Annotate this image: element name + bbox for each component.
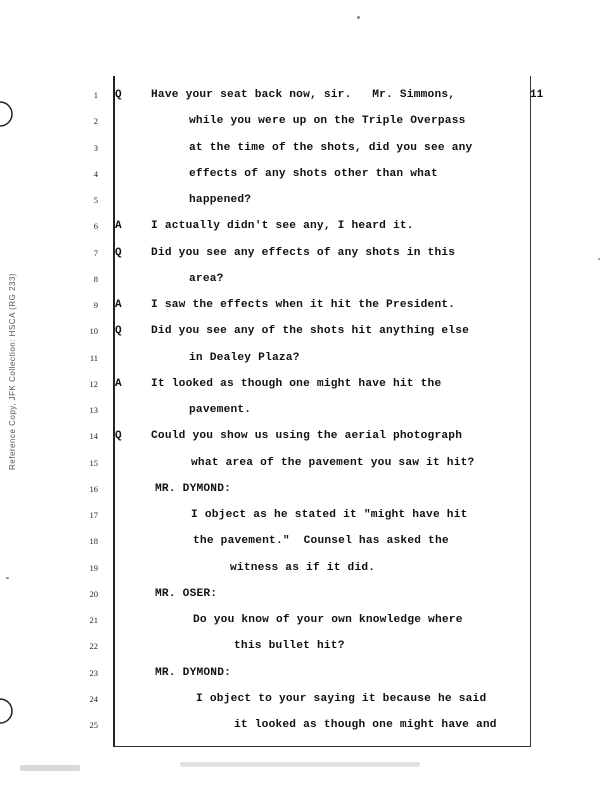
side-stamp: Reference Copy, JFK Collection: HSCA (RG 233) xyxy=(8,272,17,470)
transcript-line-text: while you were up on the Triple Overpass xyxy=(189,115,466,128)
scan-speck xyxy=(20,765,80,771)
transcript-line-text: Could you show us using the aerial photograph xyxy=(151,430,463,443)
speaker-marker: Q xyxy=(115,246,122,259)
line-number: 22 xyxy=(89,641,98,652)
transcript-line-text: Do you know of your own knowledge where xyxy=(193,614,463,626)
transcript-line-text: MR. DYMOND: xyxy=(155,666,232,679)
scan-speck xyxy=(6,577,9,579)
speaker-marker: A xyxy=(115,299,122,311)
line-number: 21 xyxy=(89,615,98,625)
transcript-line-text: happened? xyxy=(189,194,252,206)
transcript-line-text: pavement. xyxy=(189,404,252,416)
punch-hole-bottom xyxy=(0,697,14,725)
line-number: 16 xyxy=(89,483,98,494)
line-number: 23 xyxy=(89,667,98,678)
line-number: 8 xyxy=(93,273,98,284)
transcript-line-text: MR. DYMOND: xyxy=(155,482,232,495)
line-number: 4 xyxy=(93,168,98,179)
transcript-line-text: MR. OSER: xyxy=(155,587,218,600)
transcript-line-text: I object as he stated it "might have hit xyxy=(191,509,468,521)
transcript-line-text: effects of any shots other than what xyxy=(189,167,438,180)
line-number: 17 xyxy=(89,510,98,520)
punch-hole-top xyxy=(0,100,14,128)
line-number: 15 xyxy=(89,457,98,468)
line-number: 20 xyxy=(89,588,98,599)
page-number: 11 xyxy=(530,89,544,101)
transcript-line-text: it looked as though one might have and xyxy=(234,719,497,731)
line-number: 18 xyxy=(89,536,98,547)
scan-speck xyxy=(180,762,420,767)
line-number: 14 xyxy=(89,431,98,442)
speaker-marker: Q xyxy=(115,430,122,443)
scan-speck xyxy=(598,258,600,260)
transcript-line-text: what area of the pavement you saw it hit? xyxy=(191,456,475,469)
line-number: 2 xyxy=(93,116,98,127)
transcript-line-text: I object to your saying it because he said xyxy=(196,692,487,705)
line-number: 9 xyxy=(93,300,98,310)
line-number: 10 xyxy=(89,326,98,337)
transcript-line-text: at the time of the shots, did you see any xyxy=(189,141,473,154)
line-number: 6 xyxy=(93,221,98,232)
transcript-line-text: in Dealey Plaza? xyxy=(189,351,300,364)
line-number: 12 xyxy=(89,378,98,389)
scan-speck xyxy=(357,16,360,19)
transcript-line-text: Did you see any effects of any shots in this xyxy=(151,246,456,259)
line-number: 13 xyxy=(89,405,98,415)
transcript-line-text: Did you see any of the shots hit anything else xyxy=(151,325,470,338)
line-number: 1 xyxy=(93,90,98,100)
line-number: 19 xyxy=(89,562,98,573)
line-number: 5 xyxy=(93,195,98,205)
line-number: 25 xyxy=(89,720,98,730)
line-number: 7 xyxy=(93,247,98,258)
speaker-marker: A xyxy=(115,220,122,233)
speaker-marker: A xyxy=(115,377,122,390)
transcript-line-text: I saw the effects when it hit the President. xyxy=(151,299,456,311)
line-number: 11 xyxy=(89,352,98,363)
transcript-line-text: area? xyxy=(189,272,224,285)
transcript-line-text: Have your seat back now, sir. Mr. Simmons, xyxy=(151,89,456,101)
speaker-marker: Q xyxy=(115,325,122,338)
transcript-line-text: witness as if it did. xyxy=(230,561,376,574)
transcript-line-text: this bullet hit? xyxy=(234,640,345,653)
transcript-line-text: It looked as though one might have hit the xyxy=(151,377,442,390)
line-number: 24 xyxy=(89,693,98,704)
line-number: 3 xyxy=(93,142,98,153)
speaker-marker: Q xyxy=(115,89,122,101)
transcript-line-text: the pavement." Counsel has asked the xyxy=(193,535,449,548)
transcript-line-text: I actually didn't see any, I heard it. xyxy=(151,220,414,233)
